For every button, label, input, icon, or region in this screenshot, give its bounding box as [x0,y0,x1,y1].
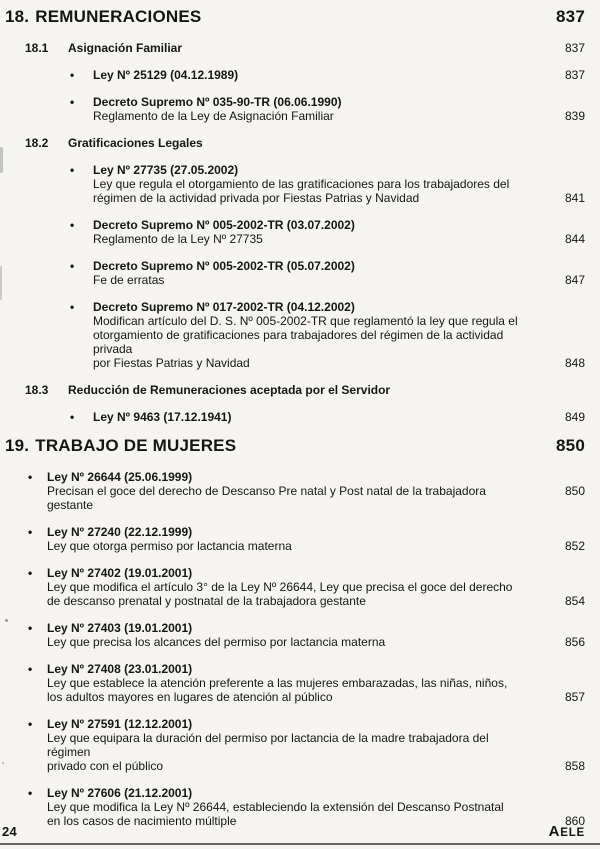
entry-title-line [0,300,585,314]
entry-page-number: 852 [564,539,585,553]
entry-desc-text: por Fiestas Patrias y Navidad [93,356,250,370]
bullet-icon: • [28,621,33,635]
entry-desc-line [0,328,585,356]
toc-entry [0,566,585,608]
entry-desc-line [0,676,585,690]
entry-desc-line [0,484,585,512]
section-title: REMUNERACIONES [35,7,202,26]
entry-title: Ley Nº 27735 (27.05.2002) [93,163,239,177]
bullet-spacer [70,191,93,205]
entry-desc-text: Ley que regula el otorgamiento de las gratificaciones para los trabajadores del [93,177,510,191]
bullet-icon: • [70,218,75,232]
bullet-icon: • [70,163,75,177]
entry-desc-line [0,731,585,759]
entry-desc-text: los adultos mayores en lugares de atención al público [47,690,333,704]
entry-page-number [535,580,585,594]
entry-page-number: 839 [564,109,585,123]
entry-desc-text: Reglamento de la Ley Nº 27735 [93,232,263,246]
entry-title: Decreto Supremo Nº 017-2002-TR (04.12.2002) [93,300,355,314]
entry-title-line [0,662,585,676]
entry-page-number [535,163,585,177]
entry-page-number: 841 [564,191,585,205]
entry-desc-text: Ley que establece la atención preferente a las mujeres embarazadas, las niñas, niños, [47,676,508,690]
bullet-spacer [28,759,47,773]
entry-title-line [0,68,585,82]
entry-page-number [535,328,585,356]
entry-page-number [535,95,585,109]
toc-entry [0,786,585,828]
entry-title: Ley Nº 9463 (17.12.1941) [93,410,232,424]
entry-desc-line [0,800,585,814]
entry-title-line [0,470,585,484]
entry-title-line [0,525,585,539]
subsection-page-number [535,383,585,397]
entry-title: Ley Nº 27402 (19.01.2001) [47,566,193,580]
bullet-spacer [28,690,47,704]
entry-desc-text: Precisan el goce del derecho de Descanso Pre natal y Post natal de la trabajadora gestante [47,484,486,512]
entry-title: Ley Nº 27240 (22.12.1999) [47,525,193,539]
bullet-spacer [70,177,93,191]
entry-page-number [535,800,585,814]
toc-entry [0,410,585,424]
section-number: 18. [5,7,30,26]
entry-desc-line [0,177,585,191]
entry-title: Decreto Supremo Nº 005-2002-TR (05.07.2002) [93,259,355,273]
entry-page-number: 844 [564,232,585,246]
bullet-spacer [28,800,47,814]
publisher-logo-rest: ELE [560,827,585,839]
toc-entry [0,470,585,512]
bullet-icon: • [28,470,33,484]
entry-desc-line [0,191,585,205]
entry-desc-text: de descanso prenatal y postnatal de la trabajadora gestante [47,594,366,608]
entry-page-number [535,259,585,273]
entry-title: Ley Nº 27408 (23.01.2001) [47,662,193,676]
entry-title: Ley Nº 27403 (19.01.2001) [47,621,193,635]
bullet-icon: • [70,300,75,314]
toc-entry [0,662,585,704]
entry-title-line [0,259,585,273]
toc-entry [0,95,585,123]
entry-desc-text: Modifican artículo del D. S. Nº 005-2002-TR que reglamentó la ley que regula el [93,314,518,328]
entry-page-number [535,731,585,759]
entry-desc-line [0,759,585,773]
subsection-number: 18.3 [25,383,49,397]
bullet-spacer [28,594,47,608]
entry-title: Decreto Supremo Nº 035-90-TR (06.06.1990) [93,95,342,109]
entry-title-line [0,786,585,800]
entry-page-number: 848 [564,356,585,370]
bullet-spacer [28,539,47,553]
bullet-icon: • [28,717,33,731]
entry-desc-line [0,314,585,328]
entry-page-number [535,218,585,232]
entry-page-number [535,314,585,328]
entry-desc-text: régimen de la actividad privada por Fiestas Patrias y Navidad [93,191,420,205]
entry-page-number [535,621,585,635]
bullet-spacer [28,484,47,512]
bullet-spacer [70,109,93,123]
subsection-number: 18.2 [25,136,49,150]
bullet-spacer [28,580,47,594]
subsection-title: Reducción de Remuneraciones aceptada por el Servidor [68,383,391,397]
section-page-number: 850 [556,436,585,455]
bullet-spacer [70,314,93,328]
subsection-title: Gratificaciones Legales [68,136,203,150]
subsection-page-number: 837 [564,41,585,55]
entry-desc-line [0,539,585,553]
toc-entry [0,525,585,553]
entry-desc-text: Ley que otorga permiso por lactancia materna [47,539,292,553]
bullet-spacer [70,356,93,370]
entry-title: Decreto Supremo Nº 005-2002-TR (03.07.2002) [93,218,355,232]
entry-desc-text: otorgamiento de gratificaciones para trabajadores del régimen de la actividad privada [93,328,504,356]
entry-desc-line [0,356,585,370]
scan-artifact [2,762,4,764]
bullet-icon: • [28,662,33,676]
entry-title-line [0,163,585,177]
entry-page-number: 857 [564,690,585,704]
entry-page-number: 850 [564,484,585,498]
entry-title-line [0,566,585,580]
toc-entry [0,621,585,649]
subsection-heading [0,136,585,150]
entry-desc-text: privado con el público [47,759,164,773]
entry-desc-text: Fe de erratas [93,273,165,287]
section-heading [5,8,585,25]
toc-entry [0,68,585,82]
bullet-icon: • [28,786,33,800]
section-heading [5,437,585,454]
bullet-icon: • [70,68,75,82]
entry-title-line [0,218,585,232]
section-page-number: 837 [556,7,585,26]
bullet-spacer [28,676,47,690]
publisher-logo-initial: A [548,823,561,840]
entry-page-number [535,470,585,484]
entry-page-number [535,177,585,191]
entry-title: Ley Nº 26644 (25.06.1999) [47,470,193,484]
entry-title-line [0,717,585,731]
subsection-number: 18.1 [25,41,49,55]
scan-artifact [0,266,2,300]
subsection-page-number [535,136,585,150]
entry-page-number: 860 [564,814,585,828]
toc-entry [0,300,585,370]
entry-desc-line [0,690,585,704]
bullet-icon: • [70,410,75,424]
entry-page-number: 858 [564,759,585,773]
entry-desc-line [0,273,585,287]
entry-desc-text: Ley que modifica el artículo 3° de la Ley Nº 26644, Ley que precisa el goce del derecho [47,580,513,594]
bullet-icon: • [70,95,75,109]
entry-page-number [535,786,585,800]
folio-number: 24 [2,824,18,839]
entry-desc-line [0,635,585,649]
entry-title-line [0,621,585,635]
scan-artifact [5,619,8,622]
entry-desc-line [0,109,585,123]
entry-desc-line [0,232,585,246]
entry-page-number: 847 [564,273,585,287]
toc-entry [0,163,585,205]
bullet-icon: • [28,525,33,539]
entry-title: Ley Nº 27591 (12.12.2001) [47,717,193,731]
bullet-spacer [70,232,93,246]
scan-artifact [0,147,3,173]
entry-desc-text: Ley que precisa los alcances del permiso por lactancia materna [47,635,386,649]
entry-title: Ley Nº 27606 (21.12.2001) [47,786,193,800]
entry-page-number [535,300,585,314]
entry-page-number: 837 [564,68,585,82]
entry-title-line [0,410,585,424]
subsection-heading [0,41,585,55]
entry-desc-line [0,594,585,608]
subsection-title: Asignación Familiar [68,41,183,55]
entry-page-number [535,676,585,690]
entry-page-number [535,662,585,676]
bullet-spacer [70,328,93,356]
toc-entry [0,218,585,246]
entry-page-number: 854 [564,594,585,608]
entry-page-number [535,525,585,539]
entry-title-line [0,95,585,109]
subsection-heading [0,383,585,397]
publisher-logo [549,823,585,841]
bullet-icon: • [28,566,33,580]
toc-entry [0,717,585,773]
entry-page-number: 856 [564,635,585,649]
entry-desc-text: en los casos de nacimiento múltiple [47,814,237,828]
entry-page-number: 849 [564,410,585,424]
page-footer [2,823,585,841]
entry-desc-text: Ley que equipara la duración del permiso por lactancia de la madre trabajadora del régimen [47,731,489,759]
entry-desc-text: Ley que modifica la Ley Nº 26644, estableciendo la extensión del Descanso Postnatal [47,800,504,814]
bullet-spacer [28,635,47,649]
entry-desc-text: Reglamento de la Ley de Asignación Familiar [93,109,334,123]
entry-page-number [535,717,585,731]
entry-desc-line [0,580,585,594]
bottom-rule [0,843,600,845]
section-title: TRABAJO DE MUJERES [35,436,237,455]
toc-entry [0,259,585,287]
bullet-spacer [70,273,93,287]
entry-title: Ley Nº 25129 (04.12.1989) [93,68,239,82]
section-number: 19. [5,436,30,455]
entry-page-number [535,566,585,580]
bullet-icon: • [70,259,75,273]
bullet-spacer [28,731,47,759]
